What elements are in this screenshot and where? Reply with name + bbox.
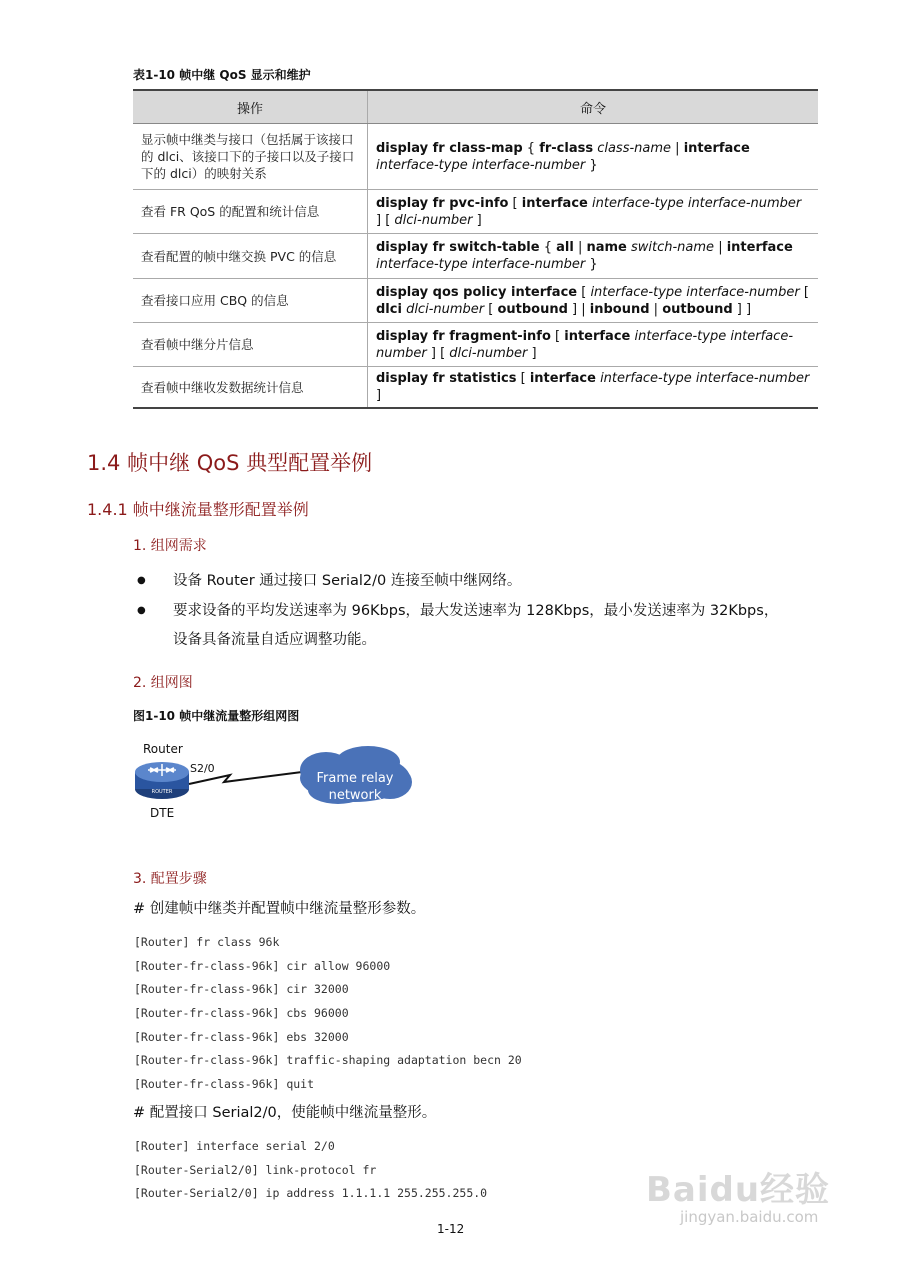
command-segment: { (539, 240, 557, 255)
code-line: [Router-fr-class-96k] ebs 32000 (134, 1029, 349, 1044)
command-segment: all (556, 240, 574, 255)
requirement-item: 要求设备的平均发送速率为 96Kbps，最大发送速率为 128Kbps，最小发送速率为 32Kbps， (173, 603, 779, 619)
table-header-operation: 操作 (133, 90, 368, 124)
command-segment: | (671, 140, 684, 156)
code-line: [Router-fr-class-96k] cbs 96000 (134, 1006, 349, 1021)
port-label: S2/0 (190, 762, 215, 775)
command-segment: } (585, 257, 598, 272)
command-segment: interface-type interface-number (590, 284, 800, 300)
command-segment: outbound (497, 301, 568, 317)
command-segment: [ (484, 301, 498, 317)
operation-cell: 查看 FR QoS 的配置和统计信息 (133, 190, 368, 234)
command-segment: display fr statistics (376, 371, 517, 386)
command-segment: dlci (376, 301, 402, 317)
command-segment: { (522, 140, 540, 156)
command-segment: interface-type interface-number (587, 195, 802, 211)
command-table (133, 89, 818, 409)
command-segment: interface-type interface-number (376, 328, 794, 361)
command-segment: [ (508, 195, 522, 211)
command-segment: | (573, 240, 587, 255)
code-line: [Router-fr-class-96k] cir allow 96000 (134, 958, 391, 973)
command-segment: display fr switch-table (376, 240, 540, 255)
command-segment: interface-type interface-number (376, 257, 586, 272)
command-segment: display fr pvc-info (376, 195, 509, 211)
command-segment: class-name (593, 140, 672, 156)
command-segment: interface (726, 240, 793, 255)
bullet-icon: ● (137, 605, 146, 616)
watermark-url: jingyan.baidu.com (680, 1208, 819, 1226)
network-diagram (130, 744, 420, 808)
cloud-label-line1: Frame relay (316, 771, 394, 786)
command-segment: fr-class (539, 140, 594, 156)
command-segment: ] | (567, 301, 590, 317)
command-segment: | (714, 240, 727, 255)
code-line: [Router] fr class 96k (134, 935, 280, 949)
command-cell (368, 279, 819, 323)
command-segment: ] ] (732, 301, 752, 317)
command-segment: dlci-number (449, 345, 528, 361)
router-badge: ROUTER (151, 789, 173, 795)
command-segment: interface (529, 371, 596, 386)
operation-cell: 显示帧中继类与接口（包括属于该接口的 dlci、该接口下的子接口以及子接口下的 dlci）的映射关系 (133, 124, 368, 190)
command-segment: switch-name (626, 240, 715, 255)
command-cell (368, 124, 819, 190)
cloud-label-line2: network (328, 788, 382, 803)
section-heading: 1.4 帧中继 QoS 典型配置举例 (87, 451, 373, 475)
router-label: Router (143, 742, 183, 756)
command-segment: dlci-number (401, 301, 485, 317)
command-segment: [ (799, 284, 809, 300)
step-comment: # 配置接口 Serial2/0，使能帧中继流量整形。 (133, 1105, 437, 1121)
command-segment: interface (683, 140, 750, 156)
code-line: [Router-Serial2/0] ip address 1.1.1.1 255.255.255.0 (134, 1186, 488, 1201)
code-line: [Router-fr-class-96k] traffic-shaping adaptation becn 20 (134, 1053, 522, 1068)
bullet-icon: ● (137, 575, 146, 586)
command-segment: display fr class-map (376, 140, 523, 156)
code-line: [Router-Serial2/0] link-protocol fr (134, 1162, 377, 1177)
table-row (133, 234, 818, 279)
command-segment: ] (472, 212, 482, 228)
command-segment: display fr fragment-info (376, 328, 551, 344)
step-comment: # 创建帧中继类并配置帧中继流量整形参数。 (133, 901, 426, 917)
table-caption: 表1-10 帧中继 QoS 显示和维护 (133, 68, 311, 82)
command-segment: display qos policy interface (376, 284, 578, 300)
command-segment: inbound (589, 301, 650, 317)
command-segment: dlci-number (394, 212, 473, 228)
operation-cell: 查看帧中继收发数据统计信息 (133, 367, 368, 409)
serial-link (189, 772, 302, 784)
command-segment: ] [ (376, 212, 395, 228)
command-segment: name (586, 240, 627, 255)
command-segment: [ (577, 284, 591, 300)
page-number: 1-12 (437, 1222, 465, 1236)
command-segment: interface-type interface-number (376, 157, 586, 173)
command-segment: } (585, 157, 598, 173)
requirement-item: 设备 Router 通过接口 Serial2/0 连接至帧中继网络。 (173, 573, 522, 589)
command-segment: | (649, 301, 663, 317)
code-line: [Router-fr-class-96k] cir 32000 (134, 982, 349, 997)
command-cell (368, 367, 819, 409)
requirement-item-continued: 设备具备流量自适应调整功能。 (173, 632, 376, 648)
steps-heading: 3. 配置步骤 (133, 871, 207, 887)
command-segment: ] (527, 345, 537, 361)
subsection-heading: 1.4.1 帧中继流量整形配置举例 (87, 500, 309, 519)
operation-cell: 查看接口应用 CBQ 的信息 (133, 279, 368, 323)
command-segment: [ (516, 371, 530, 386)
command-segment: ] (376, 388, 382, 403)
watermark-logo: Baidu经验 (646, 1170, 831, 1210)
requirements-heading: 1. 组网需求 (133, 538, 207, 554)
dte-label: DTE (150, 806, 175, 820)
command-segment: interface-type interface-number (595, 371, 810, 386)
command-segment: interface (564, 328, 631, 344)
command-segment: interface (521, 195, 588, 211)
diagram-heading: 2. 组网图 (133, 675, 193, 691)
command-cell (368, 190, 819, 234)
command-segment: outbound (662, 301, 733, 317)
code-line: [Router-fr-class-96k] quit (134, 1077, 315, 1092)
command-segment: [ (550, 328, 565, 344)
table-row (133, 279, 818, 323)
code-block (134, 1135, 487, 1206)
command-cell (368, 234, 819, 279)
figure-caption: 图1-10 帧中继流量整形组网图 (133, 709, 300, 723)
table-row (133, 367, 818, 409)
code-block (134, 931, 522, 1097)
operation-cell: 查看帧中继分片信息 (133, 323, 368, 367)
table-row (133, 190, 818, 234)
table-header-command: 命令 (368, 90, 819, 124)
code-line: [Router] interface serial 2/0 (134, 1139, 335, 1153)
table-row (133, 323, 818, 367)
command-segment: ] [ (426, 345, 450, 361)
operation-cell: 查看配置的帧中继交换 PVC 的信息 (133, 234, 368, 279)
table-row (133, 124, 818, 190)
command-cell (368, 323, 819, 367)
